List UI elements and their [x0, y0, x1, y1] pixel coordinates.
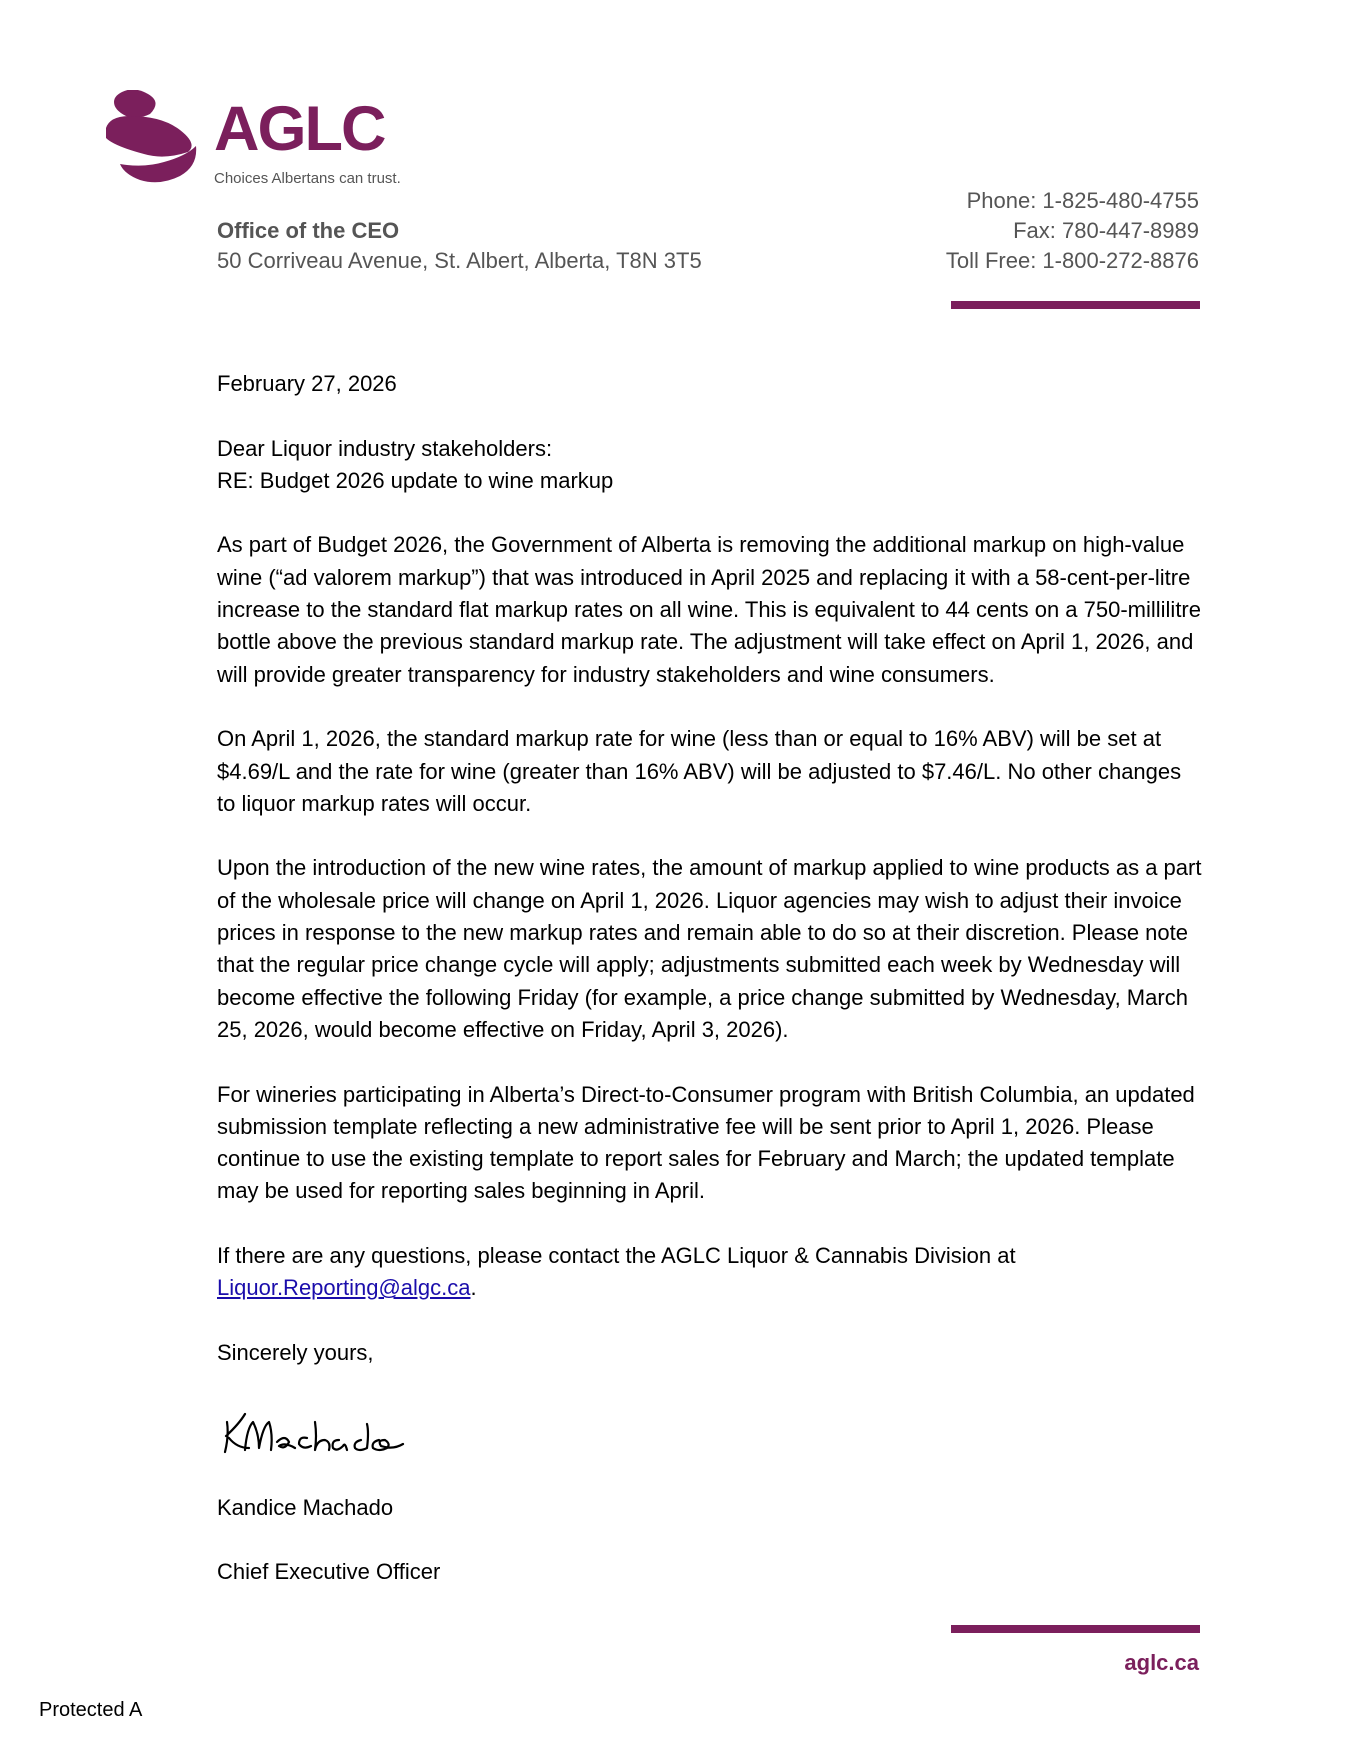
footer-website[interactable]: aglc.ca [1124, 1650, 1199, 1675]
contact-period: . [470, 1275, 477, 1301]
closing: Sincerely yours, [217, 1339, 374, 1365]
fax-number: Fax: 780-447-8989 [1013, 218, 1199, 243]
office-block [217, 216, 702, 276]
subject-line: RE: Budget 2026 update to wine markup [217, 467, 614, 493]
paragraph-contact [217, 1240, 1202, 1305]
aglc-globe-icon [104, 90, 208, 194]
contact-text: If there are any questions, please contact the AGLC Liquor & Cannabis Division at [217, 1243, 1016, 1269]
aglc-tagline: Choices Albertans can trust. [214, 170, 401, 187]
office-address: 50 Corriveau Avenue, St. Albert, Alberta, T8N 3T5 [217, 248, 702, 273]
signature [217, 1402, 1202, 1466]
signer-title: Chief Executive Officer [217, 1559, 441, 1585]
classification-label: Protected A [39, 1699, 143, 1721]
header-divider [951, 301, 1200, 309]
phone-number: Phone: 1-825-480-4755 [966, 188, 1199, 213]
paragraph-price-changes: Upon the introduction of the new wine rates, the amount of markup applied to wine products as a part of the wholesale price will change on April 1, 2026. Liquor agencies may wish to adjust their invoice prices in response to the new markup rates and remain able to do so at their discretion. Please note that the regular price change cycle will apply; adjustments submitted each week by Wednesday will become effective the following Friday (for example, a price change submitted by Wednesday, March 25, 2026, would become effective on Friday, April 3, 2026). [217, 855, 1202, 1042]
salutation: Dear Liquor industry stakeholders: [217, 435, 553, 461]
toll-free-number: Toll Free: 1-800-272-8876 [945, 248, 1199, 273]
letter-date: February 27, 2026 [217, 371, 397, 396]
aglc-wordmark: AGLC [214, 94, 385, 164]
aglc-logo [104, 90, 434, 190]
footer-divider [951, 1625, 1200, 1633]
signer-name: Kandice Machado [217, 1494, 394, 1520]
paragraph-direct-to-consumer: For wineries participating in Alberta’s Direct-to-Consumer program with British Columbia, an updated submission template reflecting a new administrative fee will be sent prior to April 1, 2026. Please continue to use the existing template to report sales for February and March; the updated template may be used for reporting sales beginning in April. [217, 1081, 1195, 1204]
office-title: Office of the CEO [217, 218, 400, 243]
paragraph-rates: On April 1, 2026, the standard markup rate for wine (less than or equal to 16% ABV) will be set at $4.69/L and the rate for wine (greater than 16% ABV) will be adjusted to $7.46/L. No other changes to liquor markup rates will occur. [217, 726, 1182, 816]
email-link[interactable]: Liquor.Reporting@algc.ca [217, 1275, 471, 1301]
paragraph-budget: As part of Budget 2026, the Government of Alberta is removing the additional markup on high-value wine (“ad valorem markup”) that was introduced in April 2025 and replacing it with a 58-cent-per-litre increase to the standard flat markup rates on all wine. This is equivalent to 44 cents on a 750-millilitre bottle above the previous standard markup rate. The adjustment will take effect on April 1, 2026, and will provide greater transparency for industry stakeholders and wine consumers. [217, 532, 1201, 687]
contact-block [946, 186, 1199, 276]
letter-body [217, 368, 1202, 1621]
